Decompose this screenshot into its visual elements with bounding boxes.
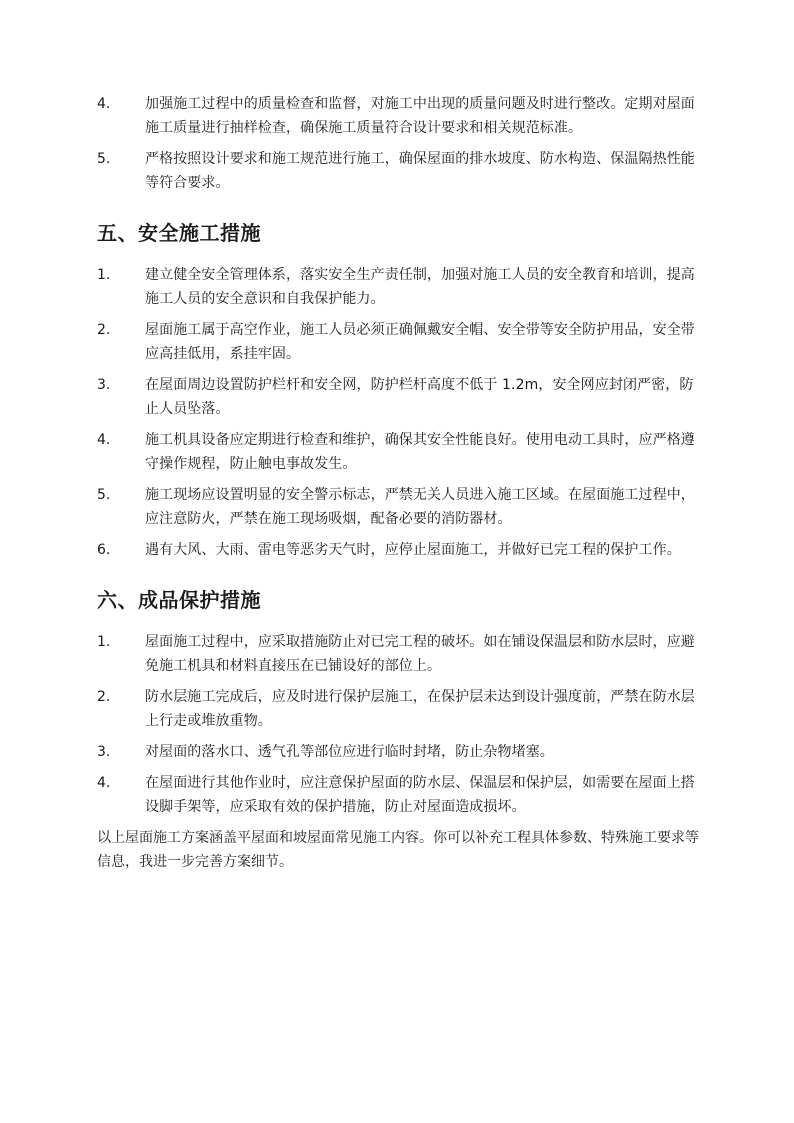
list-number: 4.	[97, 775, 111, 791]
list-item	[97, 771, 701, 819]
list-item	[97, 373, 701, 421]
list-number: 1.	[97, 634, 111, 650]
list-text: 加强施工过程中的质量检查和监督，对施工中出现的质量问题及时进行整改。定期对屋面施工质量进行抽样检查，确保施工质量符合设计要求和相关规范标准。	[145, 96, 695, 136]
list-text: 屋面施工过程中，应采取措施防止对已完工程的破坏。如在铺设保温层和防水层时，应避免施工机具和材料直接压在已铺设好的部位上。	[145, 634, 695, 674]
list-text: 建立健全安全管理体系，落实安全生产责任制，加强对施工人员的安全教育和培训，提高施工人员的安全意识和自我保护能力。	[145, 267, 695, 307]
list-text: 对屋面的落水口、透气孔等部位应进行临时封堵，防止杂物堵塞。	[145, 744, 554, 760]
list-item	[97, 147, 701, 195]
list-item	[97, 685, 701, 733]
list-number: 2.	[97, 689, 111, 705]
list-text: 遇有大风、大雨、雷电等恶劣天气时，应停止屋面施工，并做好已完工程的保护工作。	[145, 542, 681, 558]
list-text: 在屋面进行其他作业时，应注意保护屋面的防水层、保温层和保护层，如需要在屋面上搭设脚手架等，应采取有效的保护措施，防止对屋面造成损坏。	[145, 775, 695, 815]
list-text: 防水层施工完成后，应及时进行保护层施工，在保护层未达到设计强度前，严禁在防水层上行走或堆放重物。	[145, 689, 695, 729]
section-heading-protection: 六、成品保护措施	[97, 588, 261, 612]
protection-list	[97, 630, 701, 819]
list-text: 施工机具设备应定期进行检查和维护，确保其安全性能良好。使用电动工具时，应严格遵守操作规程，防止触电事故发生。	[145, 432, 695, 472]
list-text: 屋面施工属于高空作业，施工人员必须正确佩戴安全帽、安全带等安全防护用品，安全带应高挂低用，系挂牢固。	[145, 322, 695, 362]
list-number: 3.	[97, 744, 111, 760]
list-text: 严格按照设计要求和施工规范进行施工，确保屋面的排水坡度、防水构造、保温隔热性能等符合要求。	[145, 151, 695, 191]
section-heading-safety: 五、安全施工措施	[97, 221, 261, 245]
quality-list	[97, 92, 701, 195]
list-number: 3.	[97, 377, 111, 393]
list-number: 6.	[97, 542, 111, 558]
list-item	[97, 92, 701, 140]
list-item	[97, 538, 701, 562]
list-number: 5.	[97, 487, 111, 503]
list-number: 1.	[97, 267, 111, 283]
list-number: 5.	[97, 151, 111, 167]
list-item	[97, 428, 701, 476]
list-item	[97, 263, 701, 311]
list-number: 4.	[97, 432, 111, 448]
list-text: 施工现场应设置明显的安全警示标志，严禁无关人员进入施工区域。在屋面施工过程中，应注意防火，严禁在施工现场吸烟，配备必要的消防器材。	[145, 487, 695, 527]
list-item	[97, 483, 701, 531]
closing-paragraph: 以上屋面施工方案涵盖平屋面和坡屋面常见施工内容。你可以补充工程具体参数、特殊施工要求等信息，我进一步完善方案细节。	[97, 830, 699, 870]
list-item	[97, 630, 701, 678]
safety-list	[97, 263, 701, 562]
list-text: 在屋面周边设置防护栏杆和安全网，防护栏杆高度不低于 1.2m，安全网应封闭严密，防止人员坠落。	[145, 377, 694, 417]
list-number: 2.	[97, 322, 111, 338]
list-item	[97, 318, 701, 366]
list-item	[97, 740, 701, 764]
document-content	[97, 92, 701, 888]
list-number: 4.	[97, 96, 111, 112]
